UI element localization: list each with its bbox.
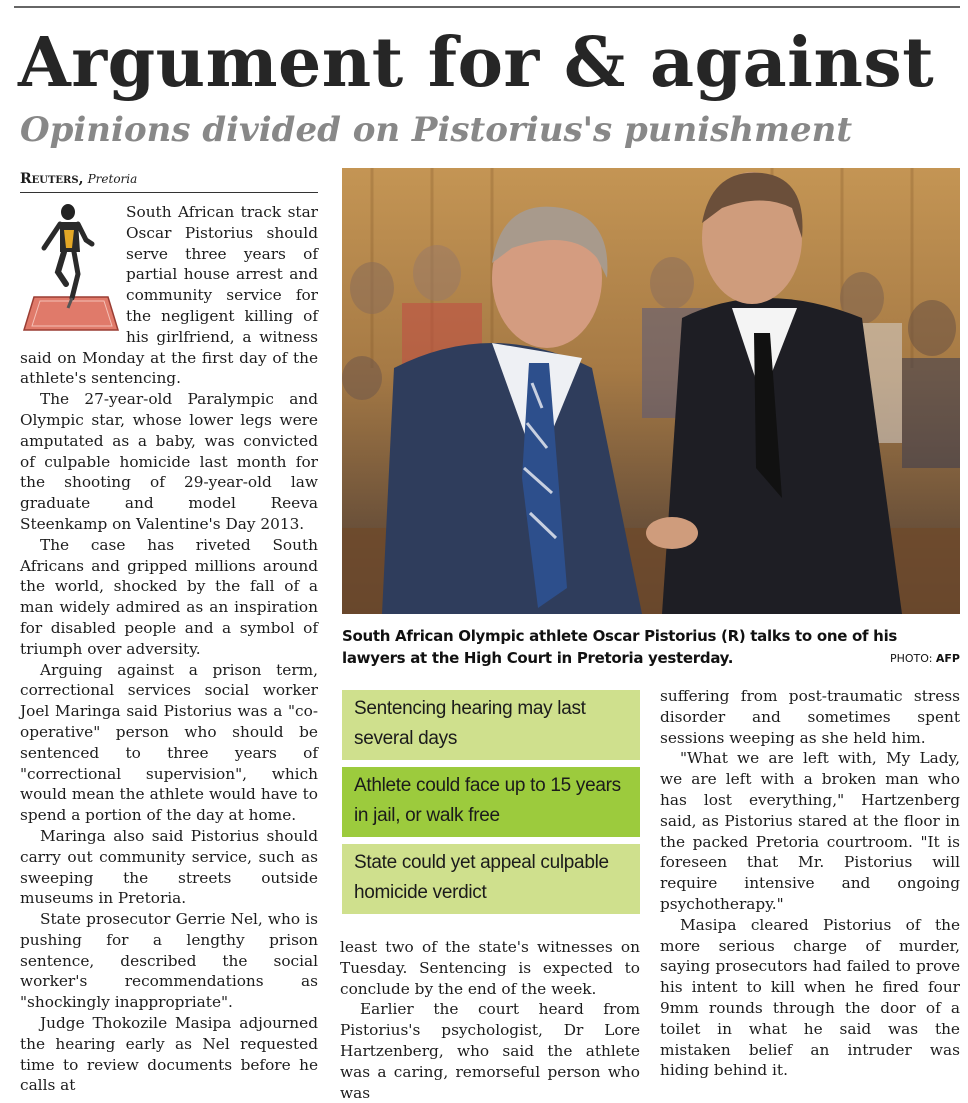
courtroom-photo bbox=[342, 168, 960, 614]
paragraph: The 27-year-old Paralympic and Olympic star, whose lower legs were amputated as a baby, was convicted of culpable homicide last month for the shooting of 29-year-old law graduate and model Reeva Steenkamp on Valentine's Day 2013. bbox=[20, 390, 318, 533]
paragraph: least two of the state's witnesses on Tuesday. Sentencing is expected to conclude by the end of the week. bbox=[340, 938, 640, 998]
paragraph: Maringa also said Pistorius should carry out community service, such as sweeping the streets outside museums in Pretoria. bbox=[20, 826, 318, 908]
paragraph: State prosecutor Gerrie Nel, who is pushing for a lengthy prison sentence, described the social worker's recommendations as "shockingly inappropriate". bbox=[20, 910, 318, 1012]
headline: Argument for & against bbox=[18, 23, 935, 103]
paragraph: South African track star Oscar Pistorius should serve three years of partial house arrest and community service for the negligent killing of his girlfriend, a witness said on Monday at the first day of the athlete's sentencing. bbox=[20, 203, 318, 388]
article-column-2 bbox=[340, 937, 640, 1103]
article-column-1 bbox=[20, 202, 318, 1096]
paragraph: Arguing against a prison term, correctional services social worker Joel Maringa said Pistorius was a "co-operative" person who should be sentenced to three years of "correctional supervision", which would mean the athlete would have to spend a portion of the day at home. bbox=[20, 660, 318, 825]
subhead: Opinions divided on Pistorius's punishment bbox=[20, 110, 853, 150]
article-column-3 bbox=[660, 686, 960, 1081]
photo-credit-label: PHOTO: bbox=[889, 652, 933, 665]
byline-place: Pretoria bbox=[87, 172, 138, 186]
paragraph: Judge Thokozile Masipa adjourned the hearing early as Nel requested time to review documents before he calls at bbox=[20, 1014, 318, 1095]
byline-agency: Reuters, bbox=[20, 171, 84, 187]
photo-caption: South African Olympic athlete Oscar Pistorius (R) talks to one of his lawyers at the High Court in Pretoria yesterday. bbox=[342, 627, 898, 667]
paragraph: "What we are left with, My Lady, we are left with a broken man who has lost everything," Hartzenberg said, as Pistorius stared at the floor in the packed Pretoria courtroom. "It is foreseen that Mr. Pistorius will require intensive and ongoing psychotherapy." bbox=[660, 749, 960, 913]
highlight-box: Sentencing hearing may last several days bbox=[342, 690, 640, 760]
top-rule bbox=[14, 6, 960, 8]
paragraph: Masipa cleared Pistorius of the more serious charge of murder, saying prosecutors had failed to prove his intent to kill when he fired four 9mm rounds through the door of a toilet in what he said was the mistaken belief an intruder was hiding behind it. bbox=[660, 915, 960, 1080]
photo-credit-source: AFP bbox=[935, 652, 960, 665]
photo-credit bbox=[890, 652, 960, 665]
paragraph: Earlier the court heard from Pistorius's psychologist, Dr Lore Hartzenberg, who said the athlete was a caring, remorseful person who was bbox=[340, 1000, 640, 1102]
highlight-box: Athlete could face up to 15 years in jail, or walk free bbox=[342, 767, 640, 837]
byline bbox=[20, 170, 318, 193]
sprinter-logo-icon bbox=[20, 202, 120, 332]
highlight-box: State could yet appeal culpable homicide verdict bbox=[342, 844, 640, 914]
paragraph: The case has riveted South Africans and gripped millions around the world, shocked by the fall of a man widely admired as an inspiration for disabled people and a symbol of triumph over adversity. bbox=[20, 535, 318, 658]
paragraph: suffering from post-traumatic stress disorder and sometimes spent sessions weeping as she held him. bbox=[660, 687, 960, 747]
